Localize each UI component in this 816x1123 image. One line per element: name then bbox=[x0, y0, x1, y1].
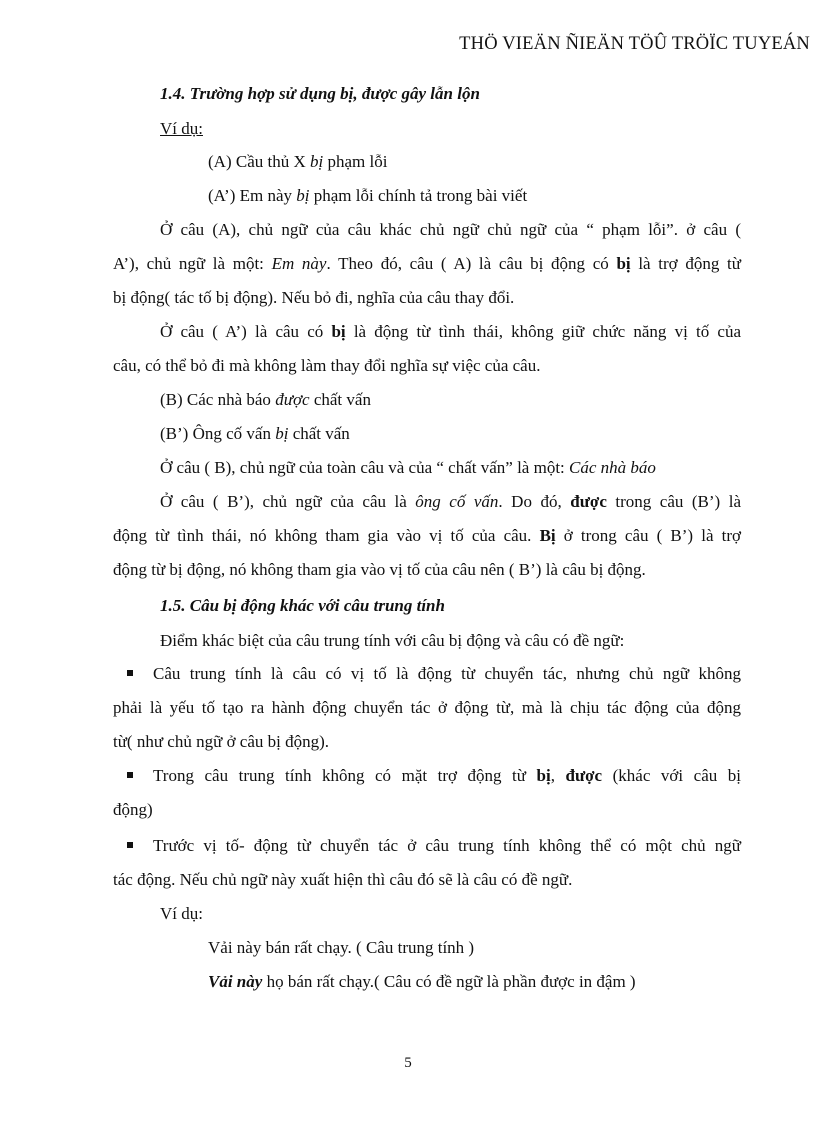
example-label: Ví dụ: bbox=[160, 904, 203, 923]
paragraph-line: phải là yếu tố tạo ra hành động chuyển tác ở động từ, mà là chịu tác động của động bbox=[113, 698, 741, 717]
bullet-item: Trong câu trung tính không có mặt trợ động từ bị, được (khác với câu bị bbox=[153, 767, 741, 784]
section-heading-1-4: 1.4. Trường hợp sử dụng bị, được gây lẫn lộn bbox=[160, 84, 480, 103]
paragraph-line: Điểm khác biệt của câu trung tính với câu bị động và câu có đề ngữ: bbox=[160, 631, 625, 650]
page-number: 5 bbox=[404, 1055, 412, 1071]
example-b-prime: (B’) Ông cố vấn bị chất vấn bbox=[160, 424, 350, 443]
page-header-title: THÖ VIEÄN ÑIEÄN TÖÛ TRÖÏC TUYEÁN bbox=[459, 34, 810, 54]
bullet-square-icon bbox=[127, 670, 133, 676]
paragraph-line: câu, có thể bỏ đi mà không làm thay đổi nghĩa sự việc của câu. bbox=[113, 356, 541, 375]
paragraph-line: Ở câu (A), chủ ngữ của câu khác chủ ngữ chủ ngữ của “ phạm lỗi”. ở câu ( bbox=[160, 220, 741, 239]
section-heading-1-5: 1.5. Câu bị động khác với câu trung tính bbox=[160, 596, 445, 615]
example-b: (B) Các nhà báo được chất vấn bbox=[160, 390, 371, 409]
example-topic: Vải này họ bán rất chạy.( Câu có đề ngữ là phần được in đậm ) bbox=[208, 972, 636, 991]
paragraph-line: tác động. Nếu chủ ngữ này xuất hiện thì câu đó sẽ là câu có đề ngữ. bbox=[113, 870, 573, 889]
example-a: (A) Cầu thủ X bị phạm lỗi bbox=[208, 152, 388, 171]
paragraph-line: động từ bị động, nó không tham gia vào vị tố của câu nên ( B’) là câu bị động. bbox=[113, 560, 646, 579]
paragraph-line: từ( như chủ ngữ ở câu bị động). bbox=[113, 732, 330, 751]
paragraph-line: A’), chủ ngữ là một: Em này. Theo đó, câu ( A) là câu bị động có bị là trợ động từ bbox=[113, 254, 741, 273]
bullet-square-icon bbox=[127, 772, 133, 778]
paragraph-line: Ở câu ( B’), chủ ngữ của câu là ông cố vấn. Do đó, được trong câu (B’) là bbox=[160, 492, 741, 511]
bullet-item: Trước vị tố- động từ chuyển tác ở câu trung tính không thể có một chủ ngữ bbox=[153, 837, 741, 854]
bullet-square-icon bbox=[127, 842, 133, 848]
paragraph-line: động từ tình thái, nó không tham gia vào vị tố của câu. Bị ở trong câu ( B’) là trợ bbox=[113, 526, 741, 545]
bullet-item: Câu trung tính là câu có vị tố là động từ chuyển tác, nhưng chủ ngữ không bbox=[153, 665, 741, 682]
paragraph-line: bị động( tác tố bị động). Nếu bỏ đi, nghĩa của câu thay đổi. bbox=[113, 288, 515, 307]
example-a-prime: (A’) Em này bị phạm lỗi chính tả trong bài viết bbox=[208, 186, 528, 205]
paragraph-line: động) bbox=[113, 800, 153, 819]
paragraph-line: Ở câu ( A’) là câu có bị là động từ tình thái, không giữ chức năng vị tố của bbox=[160, 322, 742, 341]
example-label: Ví dụ: bbox=[160, 119, 203, 138]
example-neutral: Vải này bán rất chạy. ( Câu trung tính ) bbox=[208, 938, 475, 957]
paragraph-line: Ở câu ( B), chủ ngữ của toàn câu và của “ chất vấn” là một: Các nhà báo bbox=[160, 458, 656, 477]
